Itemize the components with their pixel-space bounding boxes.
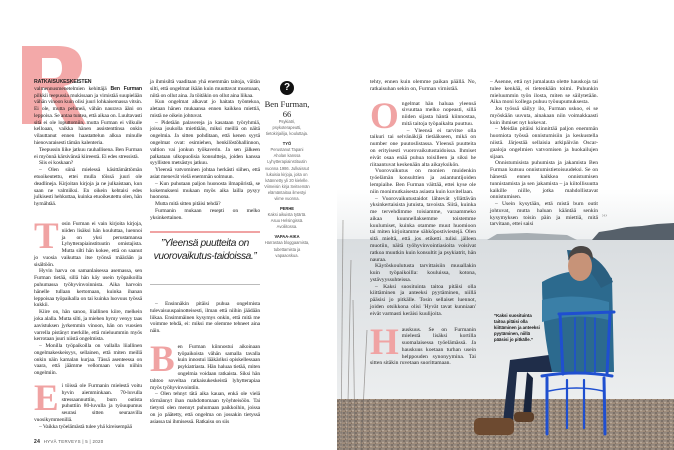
text: i töissä ole Furmanin mielestä voitu hyvin aiemminkaan. 70-luvulla stressaannuttiin, burn outista puhuttiin 80-luvulla ja työuupumus seurasi sitten seuraavilla vuosikymmenillä.: [34, 383, 142, 423]
paragraph: Kun ongelmat alkavat jo haitata työntekoa, aletaan hänen mukaansa ennen kaikkea miettiä, mistä ne oikein johtuvat.: [150, 99, 260, 119]
paragraph: Jos työssä säilyy ilo, Furman uskoo, ei se myöskään uuvuta, ainakaan niin voimakkaasti kuin ihmiset nyt kokevat.: [490, 106, 598, 126]
drop-cap: T: [34, 216, 59, 257]
pull-quote: ”Yleensä puutteita on vuorovaikutus-taidoissa.”: [153, 238, 257, 262]
profile-profession: Psykiatri, psykoterapeutti, tietokirjailija, kouluttaja.: [265, 119, 309, 137]
paragraph: – Pidetään palavereja ja kasataan työryhmiä, joissa joukolla mietitään, miksi meillä on näitä ongelmia. Ja sitten pohditaan, että kenen syytä ongelmat ovat: esimiehen, henkilöstöhallinnon, valtion vai jonkun työkaverin. Ja sen jälkeen palkataan ulkopuolisia konsultteja, joiden kanssa syyllisten metsästys jatkuu.: [150, 119, 260, 167]
photo-caption: ”Kaksi suosituinta taitoa pitäisi olla kiittäminen ja anteeksi pyytäminen, niillä pääsisi jo pitkälle.”: [494, 313, 540, 342]
paragraph: – Kaksi suosituinta taitoa pitäisi olla kiittäminen ja anteeksi pyytäminen, niillä pääsisi jo pitkälle. Tosin sellaiset luennot, joiden otsikkona olisi 'Hyvät tavat kunniaan' eivät varmasti keräisi kuulijoita.: [370, 283, 476, 317]
paragraph: Yleensä vatvominen johtaa herkästi siihen, että asiat menevät vielä enemmän solmuun.: [150, 167, 260, 180]
paragraph: Mutta mitä sitten pitäisi tehdä?: [155, 201, 221, 208]
drop-cap: E: [34, 378, 59, 419]
paragraph: [34, 378, 142, 424]
lead-paragraph: [34, 79, 142, 147]
article-column-2-bottom: [150, 301, 260, 425]
text: en Furman kiinnostui aikoinaan työpaikoista vähän samalla tavalla kuin innostui lääkäriksi opiskellessaan psykiatriasta. Hän haluaa tietää, miten ongelmia voidaan ratkaista. Siksi hän tahtoo soveltaa ratkaisukeskeistä lyhytterapiaa myös työhyvinvointiin.: [150, 343, 260, 391]
profile-family-heading: PERHE: [279, 206, 295, 212]
page-number: 24: [34, 439, 41, 445]
drop-cap: O: [370, 95, 399, 137]
article-column-3: [370, 79, 476, 367]
paragraph: – Usein kysytään, että mistä burn outit johtuvat, mutta haluan kääntää senkin kysymyksen toisin päin ja miettiä, mitä tarvitaan, ettei saisi: [490, 201, 598, 228]
question-mark-icon: ?: [280, 81, 294, 95]
pull-quote-top-rule: [150, 231, 260, 233]
paragraph: Onnistumisista puhumista ja jakamista Ben Furman kutsuu onnistumistietoisuudeksi. Se on hänestä ennen kaikkea onnistumisen tunnistamista ja sen jakamista – ja kiitollisuutta kaikille niille, jotka mahdollistavat onnistumisen.: [490, 160, 598, 201]
paragraph: Vuorovaikutus on monien muidenkin työelämän konsulttien ja asiantuntijoiden lempiaihe. Ben Furman väittää, ettei kyse ole niin monimutkaisesta asiasta kuin kuvitellaan.: [370, 168, 476, 195]
text: osin Furman ei vain kirjoita kirjoja, niiden lisäksi hän kouluttaa, luennoi ja on yksi perustamansa Lyhytterapiainstituutin omistajista. Mutta silti hän kokee, että on saanut jo vuosia vaikuttaa itse työnsä määrään ja sisältöön.: [34, 221, 142, 268]
paragraph: – Ensinnäkin pitäisi puhua ongelmista tulevaisuuspainotteisesti, ilman että niihin jäädään liikaa. Ensimmäinen kysymys onkin, että mitä me voimme tehdä, ei: miksi me olemme tehneet aina näin.: [150, 301, 260, 335]
text: auskuus. Se on Furmanin mielestä lisäksi kortilla suomalaisessa työelämässä. Ja hauskuus koetaan turhan usein helppouden synonyymina. Tai sitten sitäkin ruvetaan suorittamaan.: [370, 326, 476, 367]
text: pilkkii teepussia mukissaan ja virnistää suupielään vähän vinoon kuin olisi juuri lohkaisemassa vitsin. Ei ole, mutta pehmeä, vähän naurava ääni on leppoisa. Se antaa tuntea, että aikaa on. Luultavasti sitä ei ole loputtomiin, mutta Furman ei vilkuile kelloaan, vaikka hänen assistenttinsa onkin vilauttanut ennen haastattelun alkua minulle hienovaraisesti tämän kalenteria.: [34, 92, 142, 147]
paragraph: ja ihmisiltä vaaditaan yhä enemmän taitoja, väitän silti, että ongelmat ikään kuin muuttavat muotoaan, niitä on ollut aina. Ja töitäkin on ollut aina liikaa.: [150, 79, 260, 99]
paragraph: – Asenne, että nyt jumalauta olette hauskoja tai tulee kenkää, ei tietenkään toimi. Puhunkin mieluummin työn ilosta, miten se säilytetään. Aika moni kollega puhuu työuupumuksesta.: [490, 79, 598, 106]
paragraph: – Vuorovaikutustaidot lähtevät yllättävän yksinkertaisista jutuista, tavoista. Siitä, kuinka me tervehdimme toisiamme, varaammeko aikaa kuunnellaksemme toistemme kuulumiset, kuinka otamme muut huomioon tai miten kirjoitamme sähköpostiviestejä. Olen sitä mieltä, että jos etiketti tulisi jälleen muotiin, näitä työhyvinvointiasioita voisivat ratkoa muutkin kuin konsultit ja psykiatrit, hän nauraa.: [370, 195, 476, 263]
profile-family: Kaksi aikuista tytärtä. Asuu Helsingissä. Avoliitossa.: [267, 212, 307, 230]
paragraph: [370, 321, 476, 368]
article-column-1-bottom: [34, 378, 142, 430]
paragraph: [150, 338, 260, 391]
article-column-1-top: [34, 79, 142, 208]
paragraph: – Kun puhutaan paljon huonosta ilmapiiristä, se kokemukseni mukaan myös aika lailla pysyy huonona.: [150, 180, 260, 201]
paragraph: tehty, ennen kuin olemme paikan päällä. No, ratkaisuhan sekin on, Furman virnistää.: [370, 79, 476, 92]
magazine-issue: HYVÄ TERVEYS | 5 | 2020: [43, 439, 104, 444]
text: ngelmat hän haluaa yleensä sivuuttaa melko nopeasti, sillä niiden sijasta häntä kiinnostaa, mitä taitoja työpaikalta puuttuu.: [401, 100, 476, 127]
lead-in: RATKAISUKESKEISTEN: [34, 79, 92, 85]
pull-quote-bottom-rule: [150, 284, 260, 285]
paragraph: [370, 95, 476, 137]
profile-name: Ben Furman, 66: [264, 99, 310, 119]
paragraph: – Monilla työpaikoilla on vallalla liiallinen ongelmakeskeisyys, sellainen, että miten meillä onkin näin kamalan kurjaa. Tässä asenteessa on vaara, että jäämme vellomaan vain niihin ongelmiin.: [34, 343, 142, 377]
article-column-4: [490, 79, 598, 228]
page-footer: [34, 439, 104, 445]
paragraph: Käytöskoulutusta tarvittaisiin muuallakin kuin työpaikoilla: kouluissa, kotona, ystävyyssuhteissa.: [370, 263, 476, 283]
paragraph: – Olen siinä mielessä käsittämättömän etuoikeutettu, ettei mulla töissä juuri ole deadlineja. Kirjoitan kirjoja ja ne julkaistaan, kun saan ne valmiiksi. En oikein kehtaisi edes julkisesti hehkuttaa, kuinka etuoikeutettu olen, hän hymähtää.: [34, 167, 142, 208]
paragraph: Hyvin harva on samanlaisessa asemassa, sen Furman tietää, sillä hän käy usein työpaikoilla puhumassa työhyvinvoinnista. Aika harvoin hänelle tullaan kertomaan, kuinka ihanan leppoisaa työpaikalla on tai kuinka luovuus työssä kukkii.: [34, 268, 142, 309]
paragraph: Teepussin liike jatkuu rauhallisena. Ben Furman ei myönnä kärsivänsä kiireestä. Ei edes stressistä.: [34, 146, 142, 160]
profile-hobby: Harrastaa bloggaamista, tubettamista ja vapaaoskua.: [264, 240, 310, 258]
paragraph: [34, 216, 142, 268]
paragraph: – Meidän pitäisi kiinnittää paljon enemmän huomiota työssä onnistumisiin ja keskustella niistä. Järjestää sellaisia arkipäivän Oscar-gaaloja ongelmien vatvomisen ja huokailujen sijaan.: [490, 126, 598, 160]
paragraph: – Olen tehnyt tätä aika kauan, enkä ole vielä törmännyt ihan mahdottomaan työyhteisöön. Tai tietysti olen mennyt puhumaan paikkoihin, joissa on jo päätetty, että ongelma on jossakin tietyssä asiassa tai ihmisessä. Ratkaisu on siis: [150, 391, 260, 425]
article-column-2-top: [150, 79, 260, 221]
profile-work-heading: TYÖ: [282, 141, 292, 147]
person-name: Ben Furman: [110, 85, 142, 92]
profile-hobby-heading: VAPAA-AIKA: [274, 234, 300, 240]
profile-work: Perustanut Tapani Aholan kanssa Lyhytterapiainstituutin vuonna 1986. Julkaissut lukuisia kirjoja, joita on käännetty yli 20 kielelle. Viimeisin kirja Seitsemän elämäntaitoa ilmestyi viime vuonna.: [264, 147, 310, 202]
profile-sidebar: [264, 80, 310, 259]
article-column-1-middle: [34, 216, 142, 377]
paragraph: Kiire on, hän sanoo, liiallinen kiire, melkein joka alalla. Mutta silti, ja miehen hymy venyy taas aavistuksen jyrkemmin vinoon, hän on vuosien varrella pistänyt merkille, että mieluummin myös kerrotaan juuri niistä ongelmista.: [34, 309, 142, 343]
text: valmennusmenetelmien kehittäjä: [34, 85, 111, 92]
paragraph: Siis ei koskaan?: [39, 160, 74, 167]
paragraph: Furmanin mukaan resepti on melko yksinkertainen.: [150, 207, 260, 221]
drop-cap: B: [150, 338, 175, 380]
paragraph: – Vaikka työelämästä tulee yhä kireisempää: [39, 423, 132, 430]
paragraph: – Yleensä ei tarvitse olla taikuri tai selvänäkijä tietääkseen, mikä on number one puutoslistassa. Yleensä puutteita on erityisesti vuorovaikutustaidoissa. Ihmiset eivät osaa enää puhua toisilleen ja siksi he riitaantuvat keskenään alta aikayksikön.: [370, 127, 476, 168]
drop-cap: H: [370, 321, 399, 363]
continue-arrow-icon: ›››: [602, 213, 607, 219]
